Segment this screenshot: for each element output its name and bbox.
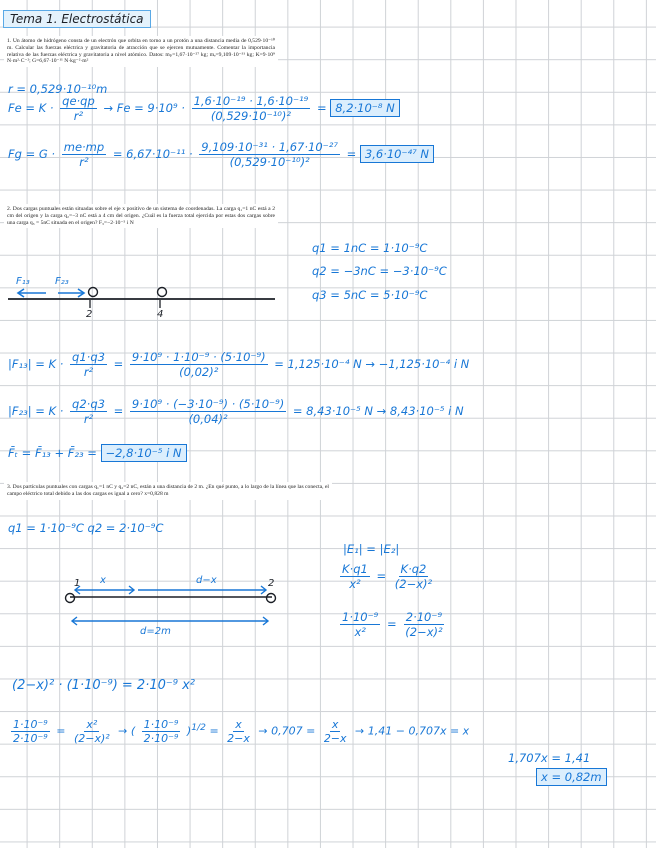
field-rhs-num: K·q2 [400, 562, 427, 576]
f13-vector-label: F₁₃ [16, 276, 30, 287]
f13-fraction [70, 350, 107, 379]
step-fraction-4 [322, 718, 349, 745]
step-paren-den: 2·10⁻⁹ [143, 732, 179, 745]
f23-den: r² [83, 412, 94, 426]
step-num4: x [331, 718, 339, 731]
field-lhs-den: x² [349, 577, 361, 591]
axis-label-2: 2 [86, 309, 93, 320]
diagram-label-1: 1 [74, 578, 81, 589]
ft-result-box: −2,8·10⁻⁵ i N [101, 444, 187, 462]
p3-charge-2 [267, 594, 276, 603]
fg-den2: (0,529·10⁻¹⁰)² [229, 155, 310, 169]
step-den3: 2−x [227, 732, 250, 745]
fe-equals: = [316, 101, 327, 115]
fe-result-box: 8,2·10⁻⁸ N [330, 99, 400, 117]
f13-fraction-2 [130, 350, 268, 379]
field2-lhs-num: 1·10⁻⁹ [342, 610, 379, 624]
step-paren-num: 1·10⁻⁹ [143, 718, 179, 731]
fg-num: me·mp [63, 140, 105, 154]
diagram-label-2: 2 [268, 578, 275, 589]
radius-value: r = 0,529·10⁻¹⁰m [8, 82, 108, 96]
f13-num2: 9·10⁹ · 1·10⁻⁹ · (5·10⁻⁹) [131, 350, 266, 364]
f13-lhs: |F₁₃| = K · [8, 357, 64, 371]
p3-solution-steps: $\frac{\text{1·10⁻⁹}}{\text{2·10⁻⁹}}$ = $\frac{\text{x²}}{\text{(2−x)²}}$ → ( $\frac{\text{1·10⁻⁹}}{\text{2·10⁻⁹}}$ )$^{1/2}$ = $\frac{x}{2-x}$ → 0,707 = $\frac{x}{2-x}$ → 1,41 − 0,707x = x [13, 718, 470, 745]
field-ratio-k: $\frac{K\cdot q1}{\text{x²}}$ = $\frac{K\cdot q2}{\text{(2−x)²}}$ [342, 562, 433, 591]
f23-num: q2·q3 [72, 397, 105, 411]
fe-den2: (0,529·10⁻¹⁰)² [210, 109, 291, 123]
p3-charge-1 [66, 594, 75, 603]
problem-1-statement: 1. Un átomo de hidrógeno consta de un electrón que orbita en torno a un protón a una distancia media de 0,529·10⁻¹⁰ m. Calcular las fuerzas eléctrica y gravitatoria de atracción que se ejercen mutuamente. Comentar la importancia relativa de las fuerzas eléctrica y gravitatoria a nivel atómico. Datos: mₚ=1,67·10⁻²⁷ kg; mₑ=9,109·10⁻³¹ kg; K=9·10⁹ N·m²·C⁻²; G=6,67·10⁻¹¹ N·kg⁻²·m² [4, 36, 278, 67]
step-mid: → 0,707 = [258, 724, 316, 738]
fe-lhs: Fe = K · [8, 101, 54, 115]
p3-step-line-2: 1,707x = 1,41 [508, 751, 591, 765]
step-exponent: 1/2 [191, 721, 206, 733]
f13-mid: = [113, 357, 124, 371]
step-den4: 2−x [323, 732, 347, 745]
fe-num2: 1,6·10⁻¹⁹ · 1,6·10⁻¹⁹ [193, 94, 309, 108]
field2-rhs-den: (2−x)² [405, 625, 443, 639]
field-ratio-values: $\frac{\text{1·10⁻⁹}}{\text{x²}}$ = $\frac{\text{2·10⁻⁹}}{\text{(2−x)²}}$ [342, 610, 443, 639]
fg-equals: = [346, 147, 357, 161]
step-num2: x² [86, 718, 98, 731]
f23-fraction [70, 397, 107, 426]
step-fraction-3 [225, 718, 252, 745]
f23-equation [8, 397, 464, 426]
f13-result: = 1,125·10⁻⁴ N → −1,125·10⁻⁴ i N [274, 357, 470, 371]
ft-lhs: F̄ₜ = F̄₁₃ + F̄₂₃ = [8, 446, 97, 460]
final-answer-box: x = 0,82m [536, 768, 607, 786]
axis-label-4: 4 [157, 309, 164, 320]
field2-lhs-den: x² [354, 625, 366, 639]
step-tail: → 1,41 − 0,707x = x [355, 724, 470, 738]
fe-arrow: → Fe = 9·10⁹ · [103, 101, 185, 115]
diagram-label-dx: d−x [196, 575, 217, 586]
f23-vector-label: F₂₃ [55, 276, 69, 287]
step-fraction-1 [11, 718, 50, 745]
q3-value: q3 = 5nC = 5·10⁻⁹C [312, 288, 428, 302]
fg-mid: = 6,67·10⁻¹¹ · [112, 147, 193, 161]
field-lhs-fraction [340, 562, 370, 591]
fg-den: r² [79, 155, 89, 169]
field-equality: |E₁| = |E₂| [343, 542, 400, 556]
f13-den: r² [83, 365, 94, 379]
fg-lhs: Fg = G · [8, 147, 56, 161]
step-num1: 1·10⁻⁹ [13, 718, 48, 731]
field2-rhs-num: 2·10⁻⁹ [405, 610, 443, 624]
f23-fraction-2 [130, 397, 286, 426]
fe-num: qe·qp [62, 94, 95, 108]
step-num3: x [235, 718, 242, 731]
f13-num: q1·q3 [72, 350, 105, 364]
field2-rhs-fraction [403, 610, 444, 639]
field2-lhs-fraction [340, 610, 380, 639]
charge-1-marker [89, 288, 98, 297]
field-rhs-den: (2−x)² [394, 577, 433, 591]
step-den2: (2−x)² [73, 732, 110, 745]
f13-equation [8, 350, 469, 379]
f23-num2: 9·10⁹ · (−3·10⁻⁹) · (5·10⁻⁹) [131, 397, 285, 411]
p3-equation-line: (2−x)² · (1·10⁻⁹) = 2·10⁻⁹ x² [12, 678, 195, 693]
step-fraction-2 [72, 718, 112, 745]
diagram-label-d: d=2m [140, 626, 171, 637]
fe-den: r² [73, 109, 84, 123]
q2-value: q2 = −3nC = −3·10⁻⁹C [312, 264, 447, 278]
total-force-equation [8, 446, 187, 460]
field-lhs-num: K·q1 [342, 562, 368, 576]
step-paren-fraction [142, 718, 181, 745]
f13-den2: (0,02)² [179, 365, 219, 379]
p3-final-answer [536, 770, 607, 784]
problem-3-statement: 3. Dos partículas puntuales con cargas q₁=1 nC y q₂=2 nC, están a una distancia de 2 m. ¿En qué punto, a lo largo de la línea que las conecta, el campo eléctrico total debido a las dos cargas es igual a cero? x=0,828 m [4, 482, 332, 500]
p3-charges: q1 = 1·10⁻⁹C q2 = 2·10⁻⁹C [8, 521, 164, 535]
fg-result-box: 3,6·10⁻⁴⁷ N [360, 145, 434, 163]
charge-2-marker [158, 288, 167, 297]
q1-value: q1 = 1nC = 1·10⁻⁹C [312, 241, 428, 255]
field-rhs-fraction [393, 562, 434, 591]
f23-den2: (0,04)² [188, 412, 228, 426]
problem-2-statement: 2. Dos cargas puntuales están situadas sobre el eje x positivo de un sistema de coordenadas. La carga q₁=1 nC está a 2 cm del origen y la carga q₂=−3 nC está a 4 cm del origen. ¿Cuál es la fuerza total ejercida por estas dos cargas sobre una carga q₃ = 5nC situada en el origen? F₃=−2·10⁻⁵ i N [4, 204, 278, 228]
f23-mid: = [113, 404, 124, 418]
f23-lhs: |F₂₃| = K · [8, 404, 64, 418]
fg-num2: 9,109·10⁻³¹ · 1,67·10⁻²⁷ [201, 140, 338, 154]
page-title: Tema 1. Electrostática [3, 10, 151, 28]
diagram-label-x: x [100, 575, 106, 586]
step-den1: 2·10⁻⁹ [13, 732, 48, 745]
f23-result: = 8,43·10⁻⁵ N → 8,43·10⁻⁵ i N [292, 404, 464, 418]
